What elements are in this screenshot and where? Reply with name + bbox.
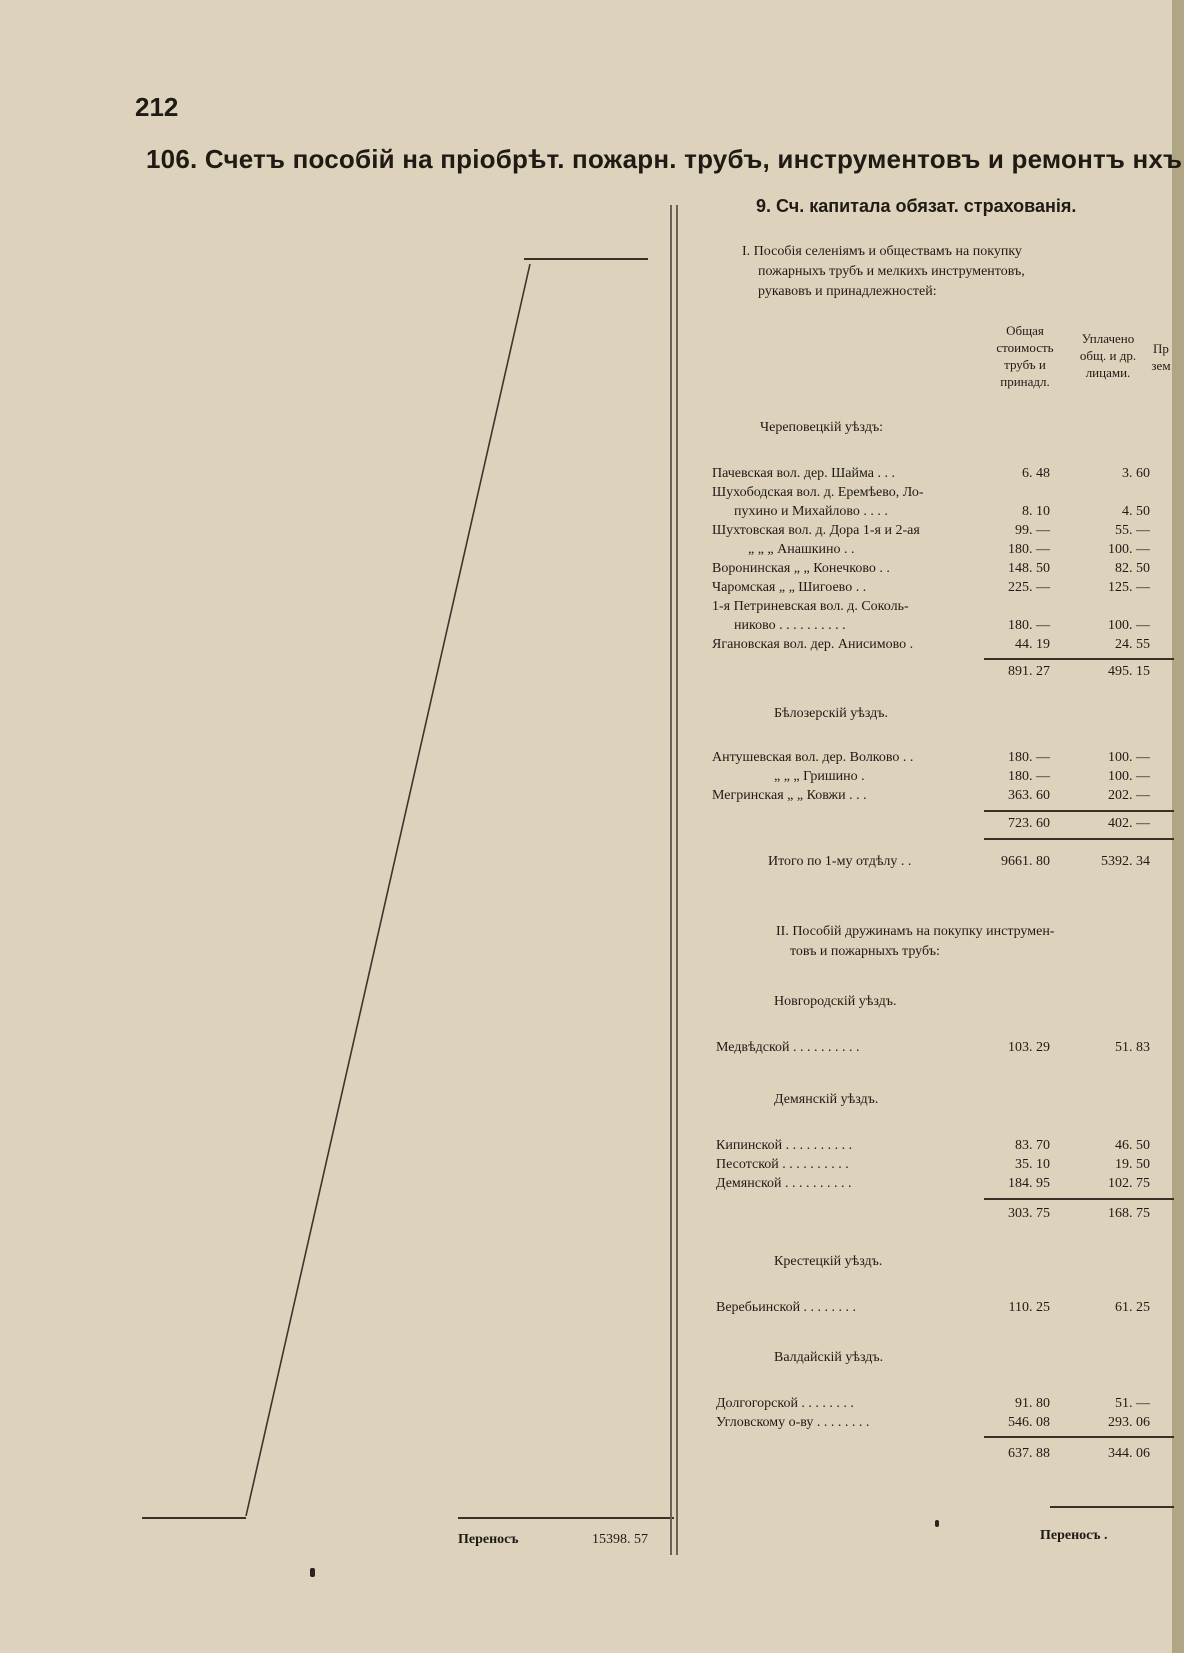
col1-line: принадл.	[1000, 374, 1050, 389]
paid-value: 100. —	[1108, 769, 1150, 784]
paid-value: 61. 25	[1115, 1300, 1150, 1315]
paid-value: 202. —	[1108, 788, 1150, 803]
table-row: Веребьинской . . . . . . . .	[716, 1300, 857, 1315]
part1-intro-line-2: пожарныхъ трубъ и мелкихъ инструментовъ,	[758, 264, 1025, 279]
paid-value: 100. —	[1108, 542, 1150, 557]
paid-value: 3. 60	[1122, 466, 1150, 481]
subtotal-rule	[984, 810, 1174, 812]
paid-value: 19. 50	[1115, 1157, 1150, 1172]
table-row: Мегринская „ „ Ковжи . . .	[712, 788, 867, 803]
paid-value: 100. —	[1108, 750, 1150, 765]
col3-line: зем	[1151, 358, 1171, 373]
cost-value: 91. 80	[1015, 1396, 1050, 1411]
subtotal-paid: 344. 06	[1108, 1446, 1150, 1461]
table-row: Антушевская вол. дер. Волково . .	[712, 750, 914, 765]
paid-value: 82. 50	[1115, 561, 1150, 576]
col2-line: общ. и др.	[1079, 348, 1137, 363]
column-divider-2	[676, 205, 678, 1555]
grand-total-cost: 9661. 80	[1001, 854, 1050, 869]
total-rule	[984, 838, 1174, 840]
table-row: 1-я Петриневская вол. д. Соколь-	[712, 599, 909, 614]
paid-value: 51. —	[1115, 1396, 1150, 1411]
district-krestsy: Крестецкій уѣздъ.	[774, 1254, 883, 1269]
cost-value: 83. 70	[1015, 1138, 1050, 1153]
subtotal-paid: 402. —	[1108, 816, 1150, 831]
district-novgorod: Новгородскій уѣздъ.	[774, 994, 897, 1009]
transfer-rule	[1050, 1506, 1174, 1508]
cost-value: 180. —	[1008, 750, 1050, 765]
cost-value: 180. —	[1008, 618, 1050, 633]
subtotal-cost: 637. 88	[1008, 1446, 1050, 1461]
district-valdai: Валдайскій уѣздъ.	[774, 1350, 884, 1365]
table-row: Кипинской . . . . . . . . . .	[716, 1138, 853, 1153]
paid-value: 4. 50	[1122, 504, 1150, 519]
part2-intro-line-2: товъ и пожарныхъ трубъ:	[790, 944, 940, 959]
subtotal-cost: 723. 60	[1008, 816, 1050, 831]
subtotal-paid: 495. 15	[1108, 664, 1150, 679]
cost-value: 8. 10	[1022, 504, 1050, 519]
left-transfer-label: Переносъ	[458, 1532, 519, 1547]
subtotal-rule	[984, 1436, 1174, 1438]
left-transfer-value: 15398. 57	[592, 1532, 648, 1547]
subtotal-rule	[984, 1198, 1174, 1200]
subtotal-paid: 168. 75	[1108, 1206, 1150, 1221]
cost-value: 184. 95	[1008, 1176, 1050, 1191]
table-row: Воронинская „ „ Конечково . .	[712, 561, 890, 576]
cost-value: 35. 10	[1015, 1157, 1050, 1172]
paid-value: 100. —	[1108, 618, 1150, 633]
paid-value: 55. —	[1115, 523, 1150, 538]
cost-value: 110. 25	[1008, 1300, 1050, 1315]
subtotal-cost: 891. 27	[1008, 664, 1050, 679]
table-row: Песотской . . . . . . . . . .	[716, 1157, 849, 1172]
table-row: Ягановская вол. дер. Анисимово .	[712, 637, 914, 652]
table-row: Чаромская „ „ Шигоево . .	[712, 580, 867, 595]
table-row: Пачевская вол. дер. Шайма . . .	[712, 466, 895, 481]
left-top-rule	[524, 258, 648, 260]
table-row: Угловскому о-ву . . . . . . . .	[716, 1415, 870, 1430]
cost-value: 363. 60	[1008, 788, 1050, 803]
right-transfer-label: Переносъ .	[1040, 1528, 1108, 1543]
section-title: 9. Сч. капитала обязат. страхованія.	[756, 196, 1077, 216]
paid-value: 51. 83	[1115, 1040, 1150, 1055]
col-header-paid	[1066, 330, 1150, 381]
paid-value: 102. 75	[1108, 1176, 1150, 1191]
table-row: Демянской . . . . . . . . . .	[716, 1176, 852, 1191]
cost-value: 180. —	[1008, 769, 1050, 784]
paid-value: 24. 55	[1115, 637, 1150, 652]
cost-value: 6. 48	[1022, 466, 1050, 481]
part1-intro-line-1: I. Пособія селеніямъ и обществамъ на покупку	[742, 244, 1022, 259]
paid-value: 125. —	[1108, 580, 1150, 595]
ink-mark	[310, 1568, 315, 1577]
page-headline: 106. Счетъ пособій на пріобрѣт. пожарн. трубъ, инструментовъ и ремонтъ нхъ	[146, 144, 1183, 174]
col1-line: Общая	[1006, 323, 1044, 338]
col1-line: стоимость	[996, 340, 1054, 355]
left-bottom-rule-2	[458, 1517, 674, 1519]
page-edge	[1172, 0, 1184, 1653]
grand-total-label: Итого по 1-му отдѣлу . .	[768, 854, 912, 869]
table-row: Долгогорской . . . . . . . .	[716, 1396, 854, 1411]
cost-value: 99. —	[1015, 523, 1050, 538]
column-divider	[670, 205, 672, 1555]
district-cherepovets: Череповецкій уѣздъ:	[760, 420, 884, 435]
cost-value: 148. 50	[1008, 561, 1050, 576]
col2-line: лицами.	[1085, 365, 1131, 380]
cost-value: 546. 08	[1008, 1415, 1050, 1430]
cost-value: 180. —	[1008, 542, 1050, 557]
table-row: Шухободская вол. д. Еремѣево, Ло-	[712, 485, 924, 500]
table-row: пухино и Михайлово . . . .	[734, 504, 888, 519]
table-row: Медвѣдской . . . . . . . . . .	[716, 1040, 860, 1055]
part2-intro-line-1: II. Пособій дружинамъ на покупку инструмен-	[776, 924, 1055, 939]
subtotal-cost: 303. 75	[1008, 1206, 1050, 1221]
grand-total-paid: 5392. 34	[1101, 854, 1150, 869]
ink-mark-2	[935, 1520, 939, 1527]
table-row: „ „ „ Анашкино . .	[748, 542, 855, 557]
col-header-total-cost	[982, 322, 1068, 390]
table-row: „ „ „ Гришино .	[774, 769, 865, 784]
left-bottom-rule	[142, 1517, 246, 1519]
table-row: никово . . . . . . . . . .	[734, 618, 846, 633]
cost-value: 103. 29	[1008, 1040, 1050, 1055]
paid-value: 293. 06	[1108, 1415, 1150, 1430]
col-header-cut	[1150, 340, 1172, 374]
paid-value: 46. 50	[1115, 1138, 1150, 1153]
col2-line: Уплачено	[1081, 331, 1135, 346]
col3-line: Пр	[1153, 341, 1169, 356]
part1-intro-line-3: рукавовъ и принадлежностей:	[758, 284, 937, 299]
district-belozersk: Бѣлозерскій уѣздъ.	[774, 706, 889, 721]
cancellation-stroke	[240, 262, 540, 1522]
cost-value: 225. —	[1008, 580, 1050, 595]
page-number: 212	[135, 92, 179, 122]
cost-value: 44. 19	[1015, 637, 1050, 652]
col1-line: трубъ и	[1004, 357, 1046, 372]
subtotal-rule	[984, 658, 1174, 660]
table-row: Шухтовская вол. д. Дора 1-я и 2-ая	[712, 523, 920, 538]
district-demyansk: Демянскій уѣздъ.	[774, 1092, 879, 1107]
